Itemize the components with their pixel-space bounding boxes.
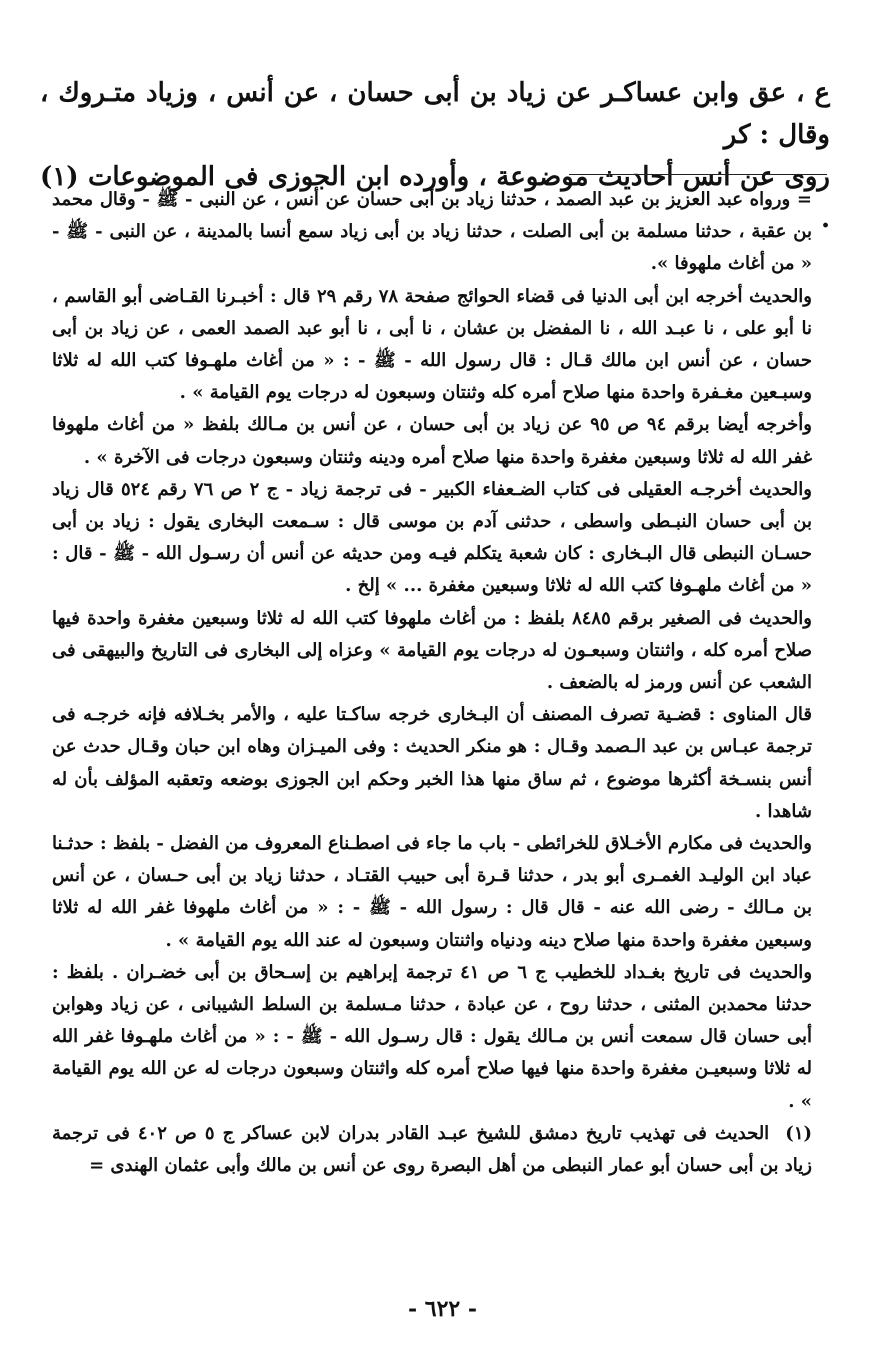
page-number: - ٦٢٢ - [407,1296,478,1322]
note-paragraph: = ورواه عبد العزيز بن عبد الصمد ، حدثنا زياد بن أبى حسان عن أنس ، عن النبى - ﷺ - وقال محمد بن عقبة ، حدثنا مسلمة بن أبى الصلت ، حدثنا زياد بن أبى زياد سمع أنسا بالمدينة ، عن النبى - ﷺ - « من أغاث ملهوفا ». [52,189,812,275]
note-paragraph: والحديث فى الصغير برقم ٨٤٨٥ بلفظ : من أغاث ملهوفا كتب الله له ثلاثا وسبعين مغفرة واحدة فيها صلاح أمره كله ، واثنتان وسبعـون له درجات يوم القيامة » وعزاه إلى البخارى فى التاريخ والبيهقى فى الشعب عن أنس ورمز له بالضعف . [52,607,812,694]
footnotes [52,184,812,1182]
main-line-1: ع ، عق وابن عساكـر عن زياد بن أبى حسان ، عن أنس ، وزياد متـروك ، وقال : كر [40,78,830,150]
footnote-marker: (١) [785,1122,813,1144]
note-paragraph: والحديث فى تاريخ بغـداد للخطيب ج ٦ ص ٤١ ترجمة إبراهيم بن إسـحاق بن أبى خضـران . بلفظ : حدثنا محمدبن المثنى ، حدثنا روح ، عن عبادة ، حدثنا مـسلمة بن السلط الشيبانى ، عن زياد وهوابن أبى حسان قال سمعت أنس بن مـالك يقول : قال رسـول الله - ﷺ - : « من أغاث ملهـوفا غفر الله له ثلاثا وسبعيـن مغفرة واحدة منها فيها صلاح أمره كله واثنتان وسبعون درجات له عن الله يوم القيامة » . [52,961,813,1112]
note-paragraph: قال المناوى : قضـية تصرف المصنف أن البـخارى خرجه ساكـتا عليه ، والأمر بخـلافه فإنه خرجـه فى ترجمة عبـاس بن عبد الـصمد وقـال : هو منكر الحديث : وفى الميـزان وهاه ابن حبان وقـال حدث عن أنس بنسـخة أكثرها موضوع ، ثم ساق منها هذا الخبر وحكم ابن الجوزى بوضعه وتعقبه المؤلف بأن له شاهدا . [52,704,812,822]
footnote-1 [52,1118,812,1182]
note-paragraph: والحديث أخرجـه العقيلى فى كتاب الضـعفاء الكبير - فى ترجمة زياد - ج ٢ ص ٧٦ رقم ٥٢٤ قال زياد بن أبى حسان النبـطى واسطى ، حدثنى آدم بن موسى قال : سـمعت البخارى يقول : زياد بن أبى حسـان النبطى قال البـخارى : كان شعبة يتكلم فيـه ومن حديثه عن أنس أن رسـول الله - ﷺ - قال : « من أغاث ملهـوفا كتب الله له ثلاثا وسبعين مغفرة ... » إلخ . [52,478,812,597]
note-paragraph: والحديث أخرجه ابن أبى الدنيا فى قضاء الحوائج صفحة ٧٨ رقم ٢٩ قال : أخبـرنا القـاضى أبو القاسم ، نا أبو على ، نا عبـد الله ، نا المفضل بن عشان ، نا أبى ، نا أبو عبد الصمد العمى ، عن زياد بن أبى حسان ، عن أنس ابن مالك قـال : قال رسول الله - ﷺ - : « من أغاث ملهـوفا كتب الله له ثلاثا وسبـعين مغـفرة واحدة منها صلاح أمره كله وثنتان وسبعون له درجات يوم القيامة » . [52,285,813,404]
footnote-text: الحديث فى تهذيب تاريخ دمشق للشيخ عبـد القادر بدران لابن عساكر ج ٥ ص ٤٠٢ فى ترجمة زياد بن أبى حسان أبو عمار النبطى من أهل البصرة روى عن أنس بن مالك وأبى عثمان الهندى = [52,1122,812,1177]
note-paragraph: والحديث فى مكارم الأخـلاق للخرائطى - باب ما جاء فى اصطـناع المعروف من الفضل - بلفظ : حدثـنا عباد ابن الوليـد الغمـرى أبو بدر ، حدثنا قـرة أبى حبيب القتـاد ، حدثنا زياد بن أبى حـسان ، عن أنس بن مـالك - رضى الله عنه - قال قال : رسول الله - ﷺ - : « من أغاث ملهوفا غفر الله له ثلاثا وسبعين مغفرة واحدة منها صلاح دينه ودنياه واثنتان وسبعون له عند الله يوم القيامة » . [52,833,812,951]
footnote-divider [569,174,827,175]
main-line-2: روى عن أنس أحاديث موضوعة ، وأورده ابن الجوزى فى الموضوعات (١) . [40,162,830,234]
note-paragraph: وأخرجه أيضا برقم ٩٤ ص ٩٥ عن زياد بن أبى حسان ، عن أنس بن مـالك بلفظ « من أغاث ملهوفا غفر الله له ثلاثا وسبعين مغفرة واحدة منها صلاح أمره ودينه وثنتان وسبعون درجات فى الآخرة » . [52,414,812,468]
